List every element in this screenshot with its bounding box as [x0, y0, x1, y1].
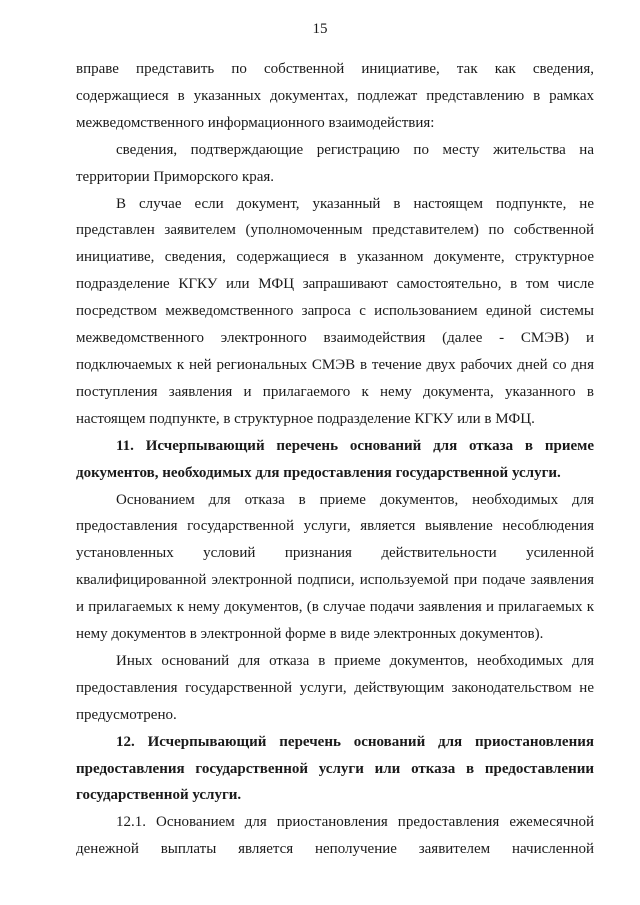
paragraph-refusal-grounds: Основанием для отказа в приеме документов, необходимых для предоставления государственной услуги, является выявление несоблюдения установленных условий признания действительности усиленной квалифицированной электронной подписи, используемой при подаче заявления и прилагаемых к нему документов, (в случае подачи заявления и прилагаемых к нему документов в электронной форме в виде электронных документов). — [76, 491, 594, 643]
paragraph-continuation: вправе представить по собственной инициативе, так как сведения, содержащиеся в указанных документах, подлежат представлению в рамках межведомственного информационного взаимодействия: — [76, 61, 594, 131]
section-heading-12: 12. Исчерпывающий перечень оснований для приостановления предоставления государственной услуги или отказа в предоставлении государственной услуги. — [76, 733, 594, 804]
paragraph-no-other-grounds: Иных оснований для отказа в приеме документов, необходимых для предоставления государственной услуги, действующим законодательством не предусмотрено. — [76, 652, 594, 723]
paragraph-interagency-request: В случае если документ, указанный в настоящем подпункте, не представлен заявителем (уполномоченным представителем) по собственной инициативе, сведения, содержащиеся в указанном документе, структурное подразделение КГКУ или МФЦ запрашивают самостоятельно, в том числе посредством межведомственного запроса с использованием единой системы межведомственного электронного взаимодействия (далее - СМЭВ) и подключаемых к ней региональных СМЭВ в течение двух рабочих дней со дня поступления заявления и прилагаемого к нему документа, указанного в настоящем подпункте, в структурное подразделение КГКУ или в МФЦ. — [76, 195, 594, 427]
document-body — [76, 56, 594, 863]
section-heading-11: 11. Исчерпывающий перечень оснований для отказа в приеме документов, необходимых для предоставления государственной услуги. — [76, 437, 594, 481]
page-number: 15 — [312, 21, 328, 37]
paragraph-residence-info: сведения, подтверждающие регистрацию по месту жительства на территории Приморского края. — [76, 141, 594, 185]
paragraph-12-1: 12.1. Основанием для приостановления предоставления ежемесячной денежной выплаты является неполучение заявителем начисленной — [76, 814, 594, 858]
